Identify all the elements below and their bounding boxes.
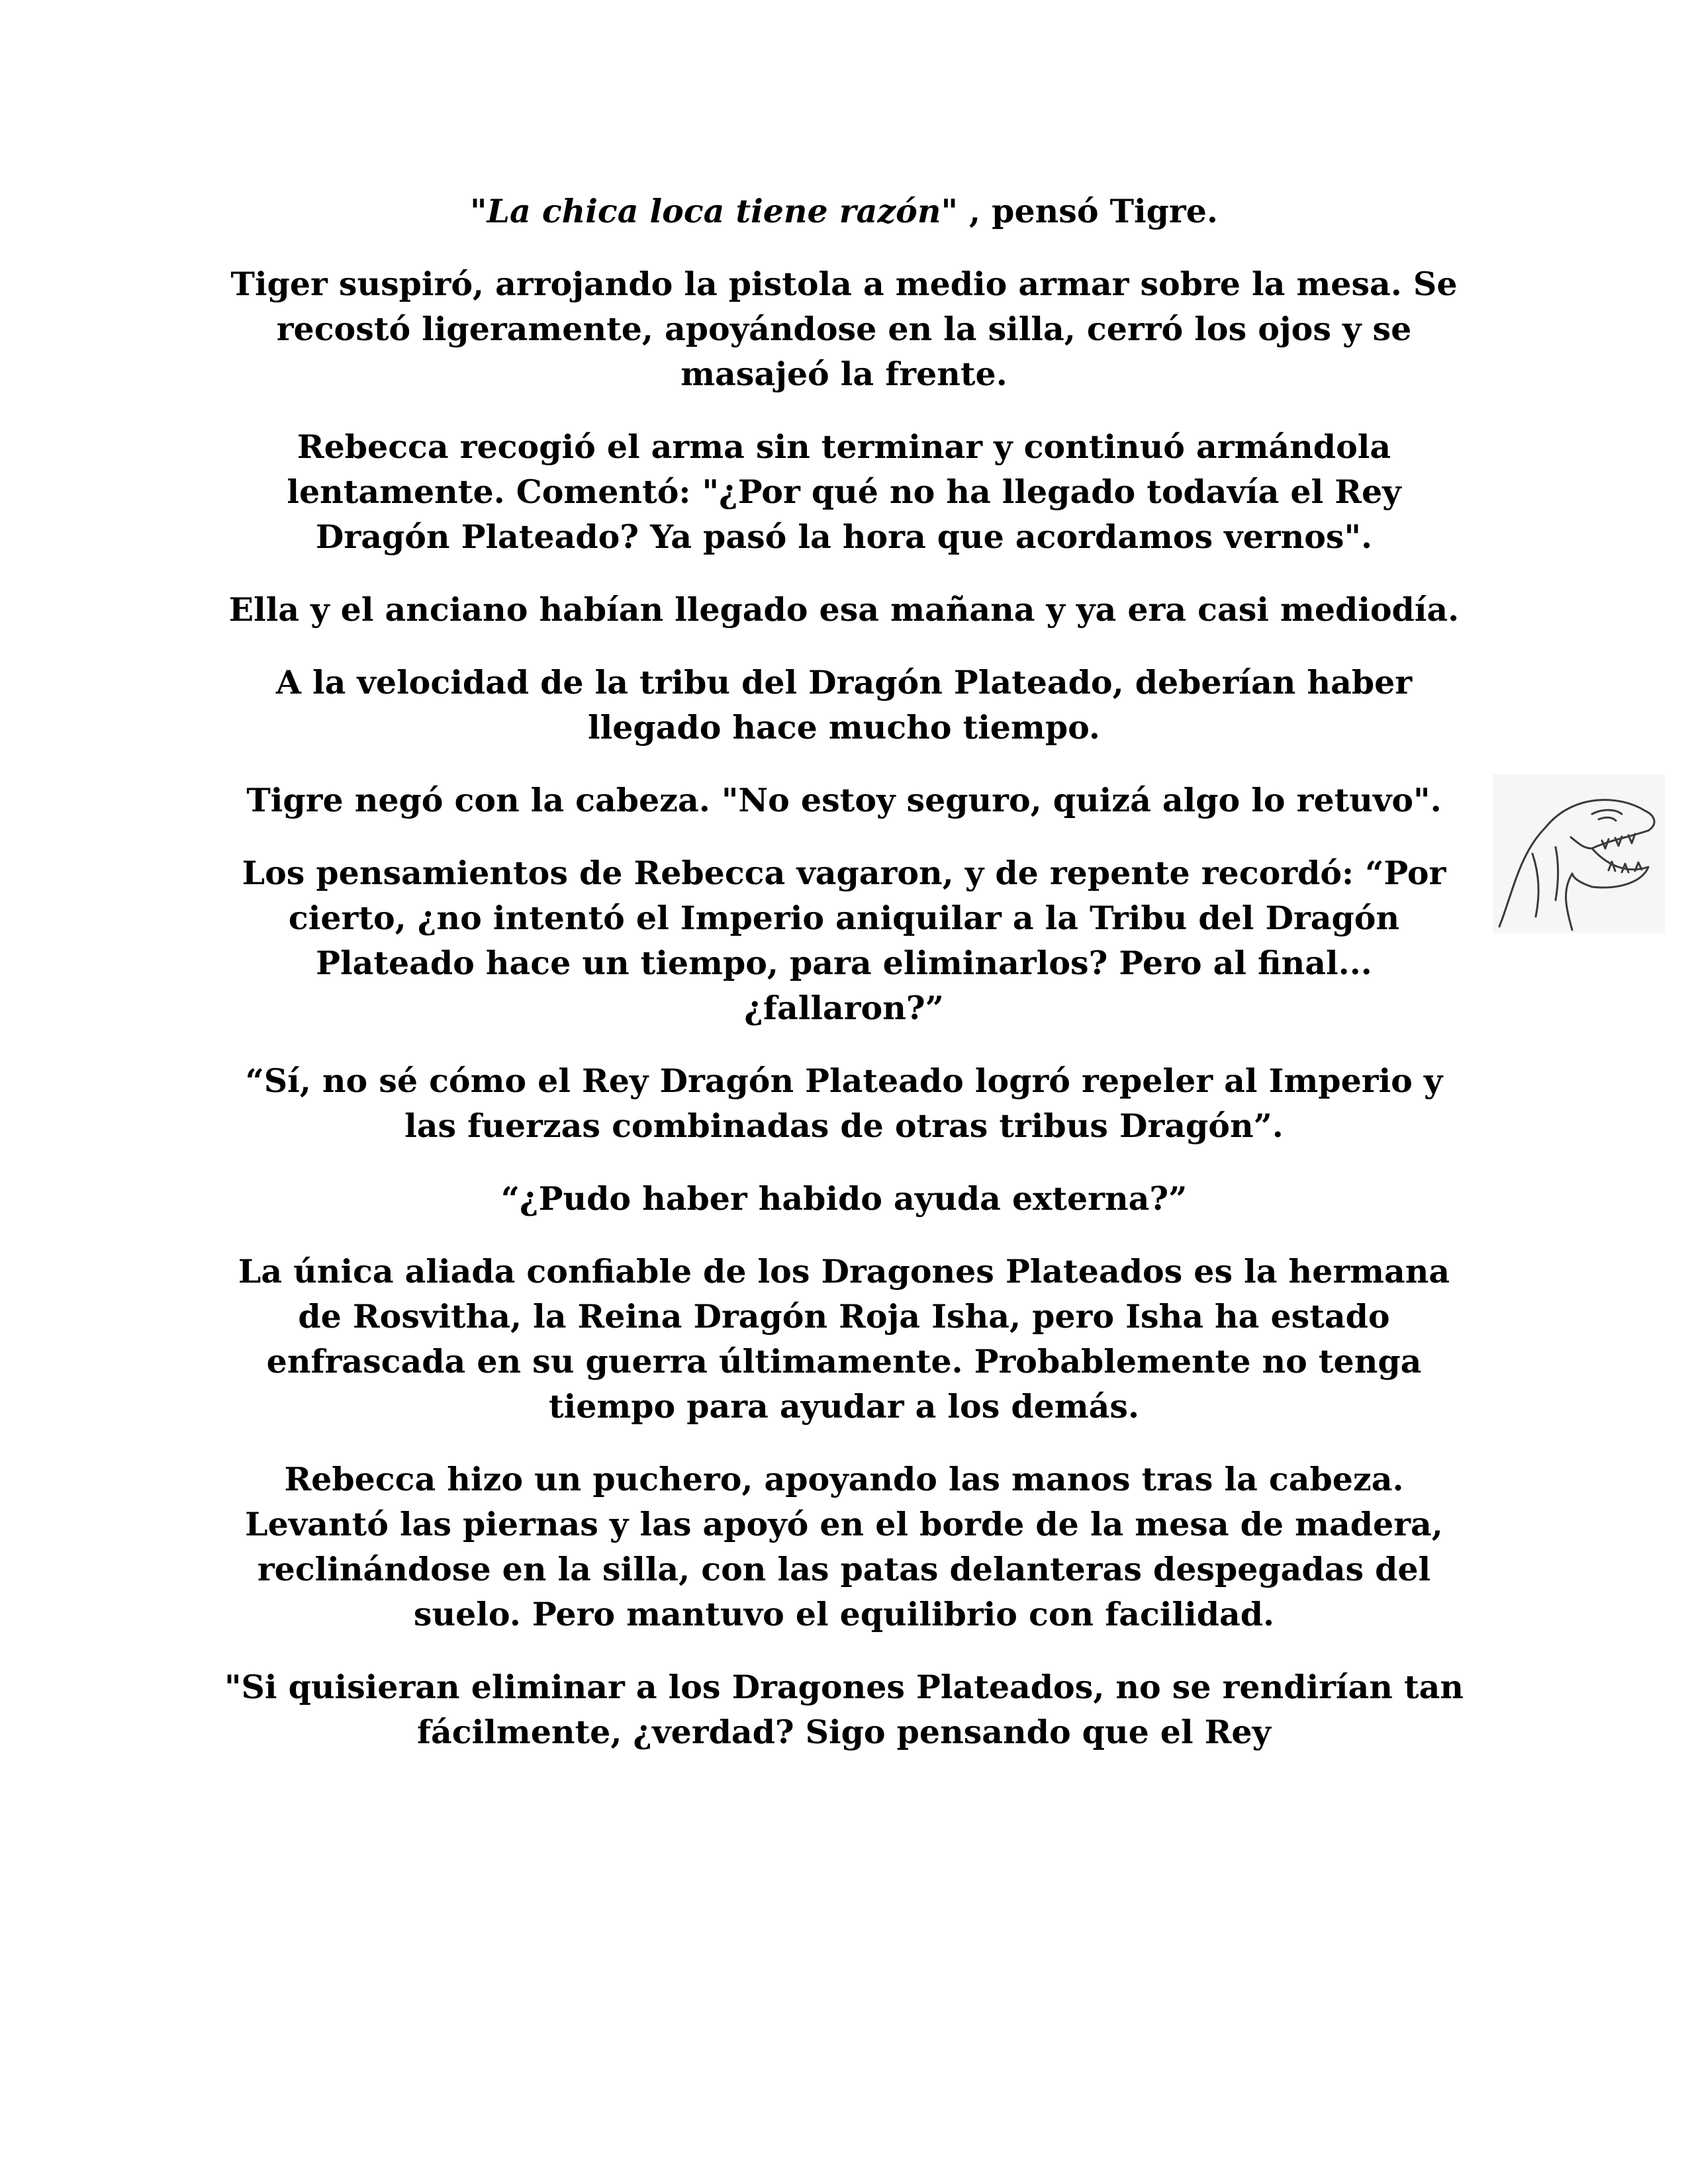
paragraph-7: Los pensamientos de Rebecca vagaron, y de repente recordó: “Por cierto, ¿no intentó el Imperio aniquilar a la Tribu del Dragón Plateado hace un tiempo, para eliminarlos? Pero al final... ¿fallaron?” — [242, 854, 1446, 1027]
paragraph-5: A la velocidad de la tribu del Dragón Plateado, deberían haber llegado hace mucho tiempo. — [275, 663, 1413, 747]
italic-thought: "La chica loca tiene razón" — [470, 192, 958, 230]
paragraph-3: Rebecca recogió el arma sin terminar y continuó armándola lentamente. Comentó: "¿Por qué no ha llegado todavía el Rey Dragón Plateado? Ya pasó la hora que acordamos vernos". — [287, 428, 1401, 556]
thought-attribution: , pensó Tigre. — [958, 192, 1218, 230]
paragraph-11: Rebecca hizo un puchero, apoyando las manos tras la cabeza. Levantó las piernas y las apoyó en el borde de la mesa de madera, reclinándose en la silla, con las patas delanteras despegadas del suelo. Pero mantuvo el equilibrio con facilidad. — [245, 1460, 1443, 1633]
paragraph-9: “¿Pudo haber habido ayuda externa?” — [500, 1179, 1188, 1218]
story-text — [218, 189, 1470, 1782]
paragraph-4: Ella y el anciano habían llegado esa mañana y ya era casi mediodía. — [228, 590, 1460, 629]
paragraph-6: Tigre negó con la cabeza. "No estoy seguro, quizá algo lo retuvo". — [246, 781, 1442, 819]
paragraph-2: Tiger suspiró, arrojando la pistola a medio armar sobre la mesa. Se recostó ligeramente, apoyándose en la silla, cerró los ojos y se masajeó la frente. — [230, 265, 1458, 393]
paragraph-1 — [218, 189, 1470, 234]
dragon-head-sketch-icon — [1493, 774, 1665, 933]
paragraph-12: "Si quisieran eliminar a los Dragones Plateados, no se rendirían tan fácilmente, ¿verdad? Sigo pensando que el Rey — [224, 1668, 1464, 1751]
paragraph-8: “Sí, no sé cómo el Rey Dragón Plateado logró repeler al Imperio y las fuerzas combinadas de otras tribus Dragón”. — [245, 1062, 1443, 1145]
paragraph-10: La única aliada confiable de los Dragones Plateados es la hermana de Rosvitha, la Reina Dragón Roja Isha, pero Isha ha estado enfrascada en su guerra últimamente. Probablemente no tenga tiempo para ayudar a los demás. — [238, 1252, 1450, 1426]
